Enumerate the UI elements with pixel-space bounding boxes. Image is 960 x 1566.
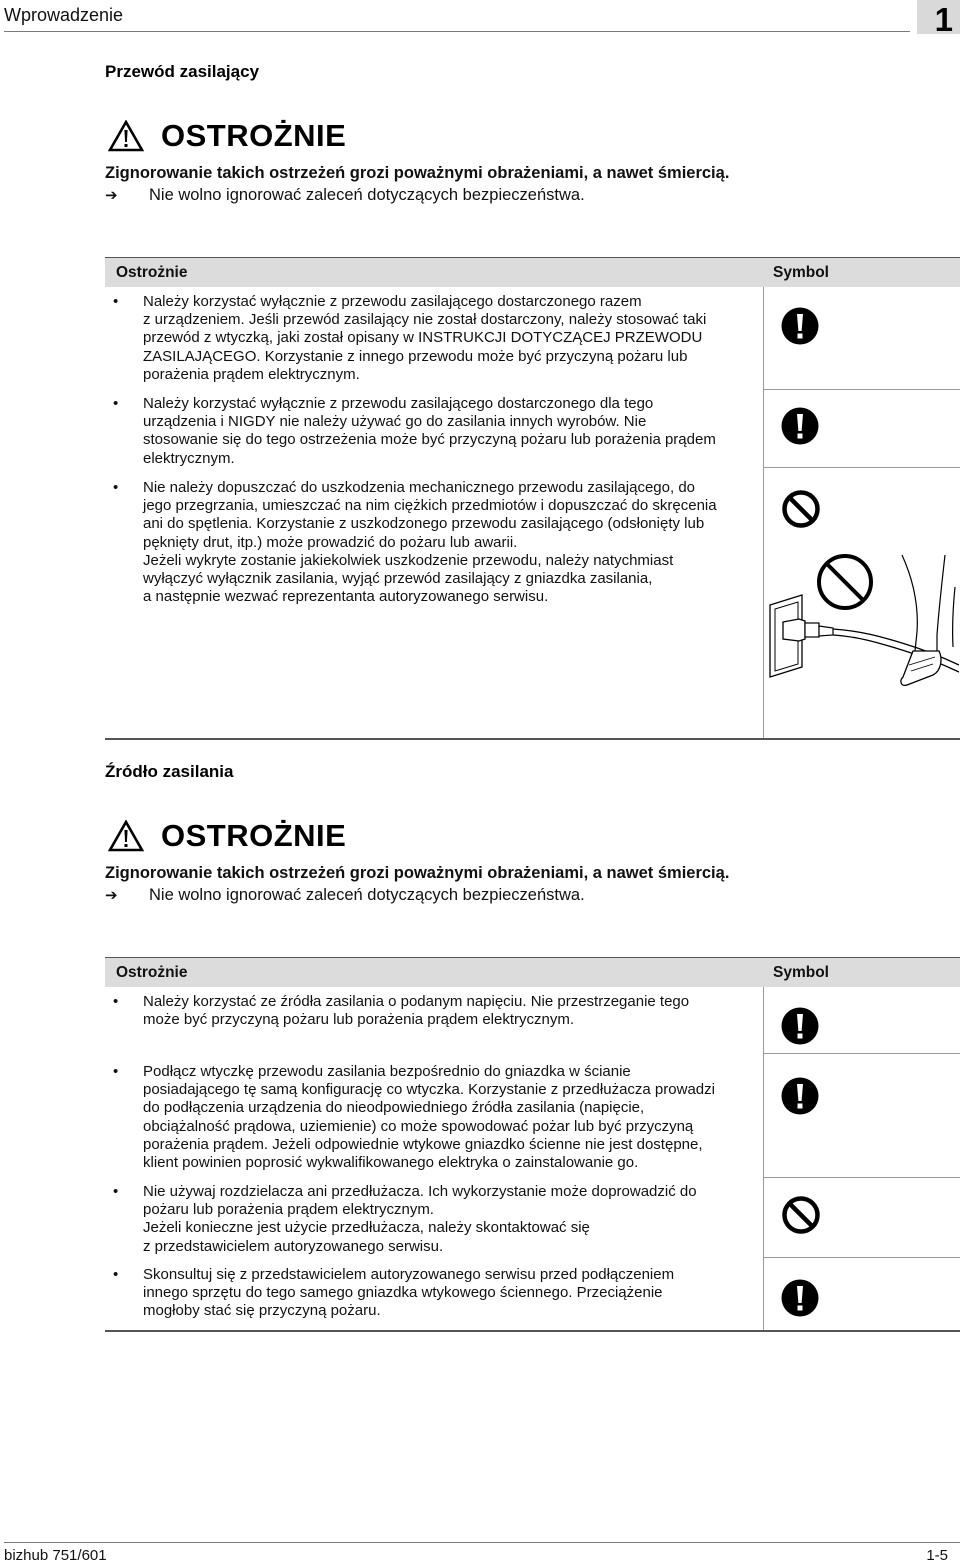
header-rule [4,31,910,32]
bullet: • [113,1063,119,1080]
text-line: porażenia prądem. Jeżeli odpowiednie wtykowe gniazdko ścienne nie jest dostępne, [143,1135,703,1153]
text-line: pożaru lub porażenia prądem elektrycznym. [143,1201,434,1219]
table-bottom-rule [105,1330,960,1332]
footer-rule [4,1542,960,1543]
text-line: posiadającego tę samą konfigurację co wtyczka. Korzystanie z przedłużacza prowadzi [143,1081,715,1099]
caution-lead: Zignorowanie takich ostrzeżeń grozi poważnymi obrażeniami, a nawet śmiercią. [105,164,730,182]
bullet: • [113,395,119,412]
item-text [143,1063,753,1172]
arrow-right-icon: ➔ [105,187,118,204]
text-line: Należy korzystać wyłącznie z przewodu zasilającego dostarczonego dla tego [143,395,654,412]
row-divider [764,1257,960,1258]
column-header-caution: Ostrożnie [116,964,188,981]
table-header-row [105,257,960,287]
item-text [143,993,753,1029]
text-line: Jeżeli konieczne jest użycie przedłużacza, należy skontaktować się [143,1219,590,1237]
item-text [143,1266,753,1321]
row-divider [764,1177,960,1178]
mandatory-action-icon [781,307,819,350]
chapter-title: Wprowadzenie [4,5,124,25]
prohibited-icon [781,489,821,534]
column-divider [763,287,764,738]
text-line: Podłącz wtyczkę przewodu zasilania bezpośrednio do gniazdka w ścianie [143,1063,631,1080]
row-divider [764,467,960,468]
section-heading-power-source: Źródło zasilania [105,762,234,781]
instruction-text: Nie wolno ignorować zaleceń dotyczących bezpieczeństwa. [149,886,585,904]
text-line: porażenia prądem elektrycznym. [143,365,360,383]
bullet: • [113,293,119,310]
footer-product-name: bizhub 751/601 [4,1547,107,1564]
text-line: klient powinien poprosić wykwalifikowanego elektryka o zainstalowanie go. [143,1154,639,1172]
column-divider [763,987,764,1330]
row-divider [764,1053,960,1054]
text-line: Należy korzystać ze źródła zasilania o podanym napięciu. Nie przestrzeganie tego [143,993,690,1010]
prohibited-icon [781,1195,821,1240]
bullet: • [113,993,119,1010]
item-text [143,1183,753,1256]
text-line: Nie używaj rozdzielacza ani przedłużacza. Ich wykorzystanie może doprowadzić do [143,1183,697,1200]
text-line: ZASILAJĄCEGO. Korzystanie z innego przewodu może być przyczyną pożaru lub [143,347,688,365]
chapter-tab [917,0,960,38]
text-line: stosowanie się do tego ostrzeżenia może być przyczyną pożaru lub porażenia prądem [143,431,716,449]
text-line: pęknięty drut, itp.) może prowadzić do pożaru lub awarii. [143,533,518,551]
table-header-row [105,957,960,987]
text-line: z przedstawicielem autoryzowanego serwisu. [143,1237,444,1255]
text-line: jego przegrzania, umieszczać na nim ciężkich przedmiotów i dopuszczać do skręcenia [143,497,717,515]
row-divider [764,389,960,390]
caution-table-power-cord [105,257,960,739]
text-line: do podłączenia urządzenia do nieodpowiedniego źródła zasilania (napięcie, [143,1099,645,1117]
bullet: • [113,1266,119,1283]
text-line: ani do spętlenia. Korzystanie z uszkodzonego przewodu zasilającego (odsłonięty lub [143,515,705,533]
page-header [0,0,960,38]
text-line: mogłoby stać się przyczyną pożaru. [143,1302,381,1320]
bullet: • [113,479,119,496]
item-text [143,293,753,384]
column-header-symbol: Symbol [773,264,829,281]
text-line: wyłączyć wyłącznik zasilania, wyjąć przewód zasilający z gniazdka zasilania, [143,570,653,588]
text-line: Należy korzystać wyłącznie z przewodu zasilającego dostarczonego razem [143,293,642,310]
arrow-right-icon: ➔ [105,887,118,904]
text-line: Jeżeli wykryte zostanie jakiekolwiek uszkodzenie przewodu, należy natychmiast [143,551,674,569]
caution-table-power-source [105,957,960,1331]
text-line: Nie należy dopuszczać do uszkodzenia mechanicznego przewodu zasilającego, do [143,479,695,496]
column-header-caution: Ostrożnie [116,264,188,281]
text-line: z urządzeniem. Jeśli przewód zasilający nie został dostarczony, należy stosować taki [143,311,707,329]
caution-instruction [105,886,585,905]
instruction-text: Nie wolno ignorować zaleceń dotyczących bezpieczeństwa. [149,186,585,204]
table-bottom-rule [105,738,960,740]
caution-word: OSTROŻNIE [161,818,347,853]
damaged-cord-illustration-icon [767,547,959,712]
caution-word: OSTROŻNIE [161,118,347,153]
column-header-symbol: Symbol [773,964,829,981]
text-line: a następnie wezwać reprezentanta autoryzowanego serwisu. [143,588,549,606]
text-line: innego sprzętu do tego samego gniazdka wtykowego ściennego. Przeciążenie [143,1284,663,1302]
warning-triangle-icon [108,820,144,852]
mandatory-action-icon [781,1077,819,1120]
bullet: • [113,1183,119,1200]
mandatory-action-icon [781,1007,819,1050]
caution-instruction [105,186,585,205]
caution-lead: Zignorowanie takich ostrzeżeń grozi poważnymi obrażeniami, a nawet śmiercią. [105,864,730,882]
text-line: urządzenia i NIGDY nie należy używać go do zasilania innych wyrobów. Nie [143,413,647,431]
chapter-number: 1 [934,1,953,38]
text-line: elektrycznym. [143,449,235,467]
mandatory-action-icon [781,1279,819,1322]
section-heading-power-cord: Przewód zasilający [105,62,260,81]
item-text [143,479,753,606]
item-text [143,395,753,468]
text-line: obciążalność prądowa, uziemienie) co może spowodować pożar lub być przyczyną [143,1117,694,1135]
text-line: Skonsultuj się z przedstawicielem autoryzowanego serwisu przed podłączeniem [143,1266,675,1283]
text-line: może być przyczyną pożaru lub porażenia prądem elektrycznym. [143,1011,575,1029]
mandatory-action-icon [781,407,819,450]
text-line: przewód z wtyczką, jaki został opisany w INSTRUKCJI DOTYCZĄCEJ PRZEWODU [143,329,703,347]
footer-page-number: 1-5 [926,1547,948,1564]
warning-triangle-icon [108,120,144,152]
